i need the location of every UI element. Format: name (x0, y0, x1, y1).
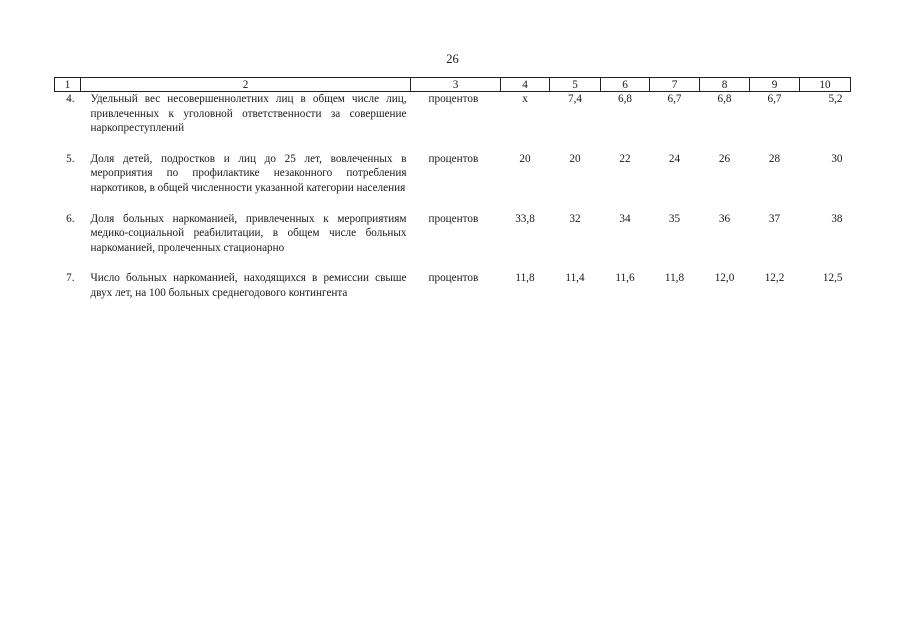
row-number: 7. (66, 272, 75, 285)
row-number: 6. (66, 212, 75, 225)
table-row (55, 212, 851, 272)
value-cell: 33,8 (515, 212, 535, 225)
table-row (55, 152, 851, 212)
column-header: 2 (81, 78, 411, 92)
indicator-description: Доля детей, подростков и лиц до 25 лет, вовлеченных в мероприятия по профилактике незаконного потребления наркотиков, в общей численности указанной категории населения (90, 152, 407, 194)
value-cell: 26 (718, 152, 731, 165)
value-cell: 12,2 (764, 272, 785, 285)
indicator-description: Удельный вес несовершеннолетних лиц в общем числе лиц, привлеченных к уголовной ответственности за совершение наркопреступлений (90, 93, 407, 135)
value-cell: 6,7 (767, 93, 782, 105)
value-cell: 37 (768, 212, 781, 225)
value-cell: 6,8 (618, 93, 632, 105)
value-cell: 12,5 (822, 272, 843, 285)
value-cell: 20 (519, 152, 531, 165)
value-cell: 35 (668, 212, 681, 225)
unit-cell: процентов (428, 152, 479, 165)
column-header: 6 (601, 78, 650, 92)
value-cell: 5,2 (828, 93, 843, 105)
column-header: 10 (800, 78, 851, 92)
column-header: 9 (750, 78, 800, 92)
row-number: 4. (66, 93, 75, 105)
value-cell: 7,4 (568, 93, 582, 105)
page-number: 26 (446, 52, 459, 66)
value-cell: 11,6 (615, 272, 635, 285)
column-header: 7 (650, 78, 700, 92)
unit-cell: процентов (428, 93, 479, 105)
value-cell: 30 (831, 152, 843, 165)
table-row (55, 92, 851, 152)
value-cell: 6,8 (717, 93, 732, 105)
unit-cell: процентов (428, 212, 479, 225)
value-cell: 34 (619, 212, 631, 225)
unit-cell: процентов (428, 272, 479, 285)
row-number: 5. (66, 152, 75, 165)
value-cell: 32 (569, 212, 581, 225)
indicator-description: Доля больных наркоманией, привлеченных к мероприятиям медико-социальной реабилитации, в общем числе больных наркоманией, пролеченных стационарно (90, 212, 407, 254)
column-header: 5 (550, 78, 601, 92)
column-header: 4 (501, 78, 550, 92)
value-cell: х (522, 93, 528, 105)
table-row (55, 271, 851, 300)
header-row (55, 78, 851, 92)
value-cell: 11,8 (515, 272, 535, 285)
value-cell: 20 (569, 152, 581, 165)
value-cell: 11,4 (565, 272, 585, 285)
value-cell: 28 (768, 152, 781, 165)
value-cell: 11,8 (664, 272, 685, 285)
column-header: 3 (411, 78, 501, 92)
indicators-table (54, 77, 851, 301)
column-header: 8 (700, 78, 750, 92)
value-cell: 22 (619, 152, 631, 165)
column-header: 1 (55, 78, 81, 92)
value-cell: 6,7 (667, 93, 682, 105)
value-cell: 38 (831, 212, 843, 225)
value-cell: 36 (718, 212, 731, 225)
value-cell: 12,0 (714, 272, 735, 285)
indicator-description: Число больных наркоманией, находящихся в ремиссии свыше двух лет, на 100 больных среднегодового контингента (90, 272, 407, 299)
value-cell: 24 (668, 152, 681, 165)
